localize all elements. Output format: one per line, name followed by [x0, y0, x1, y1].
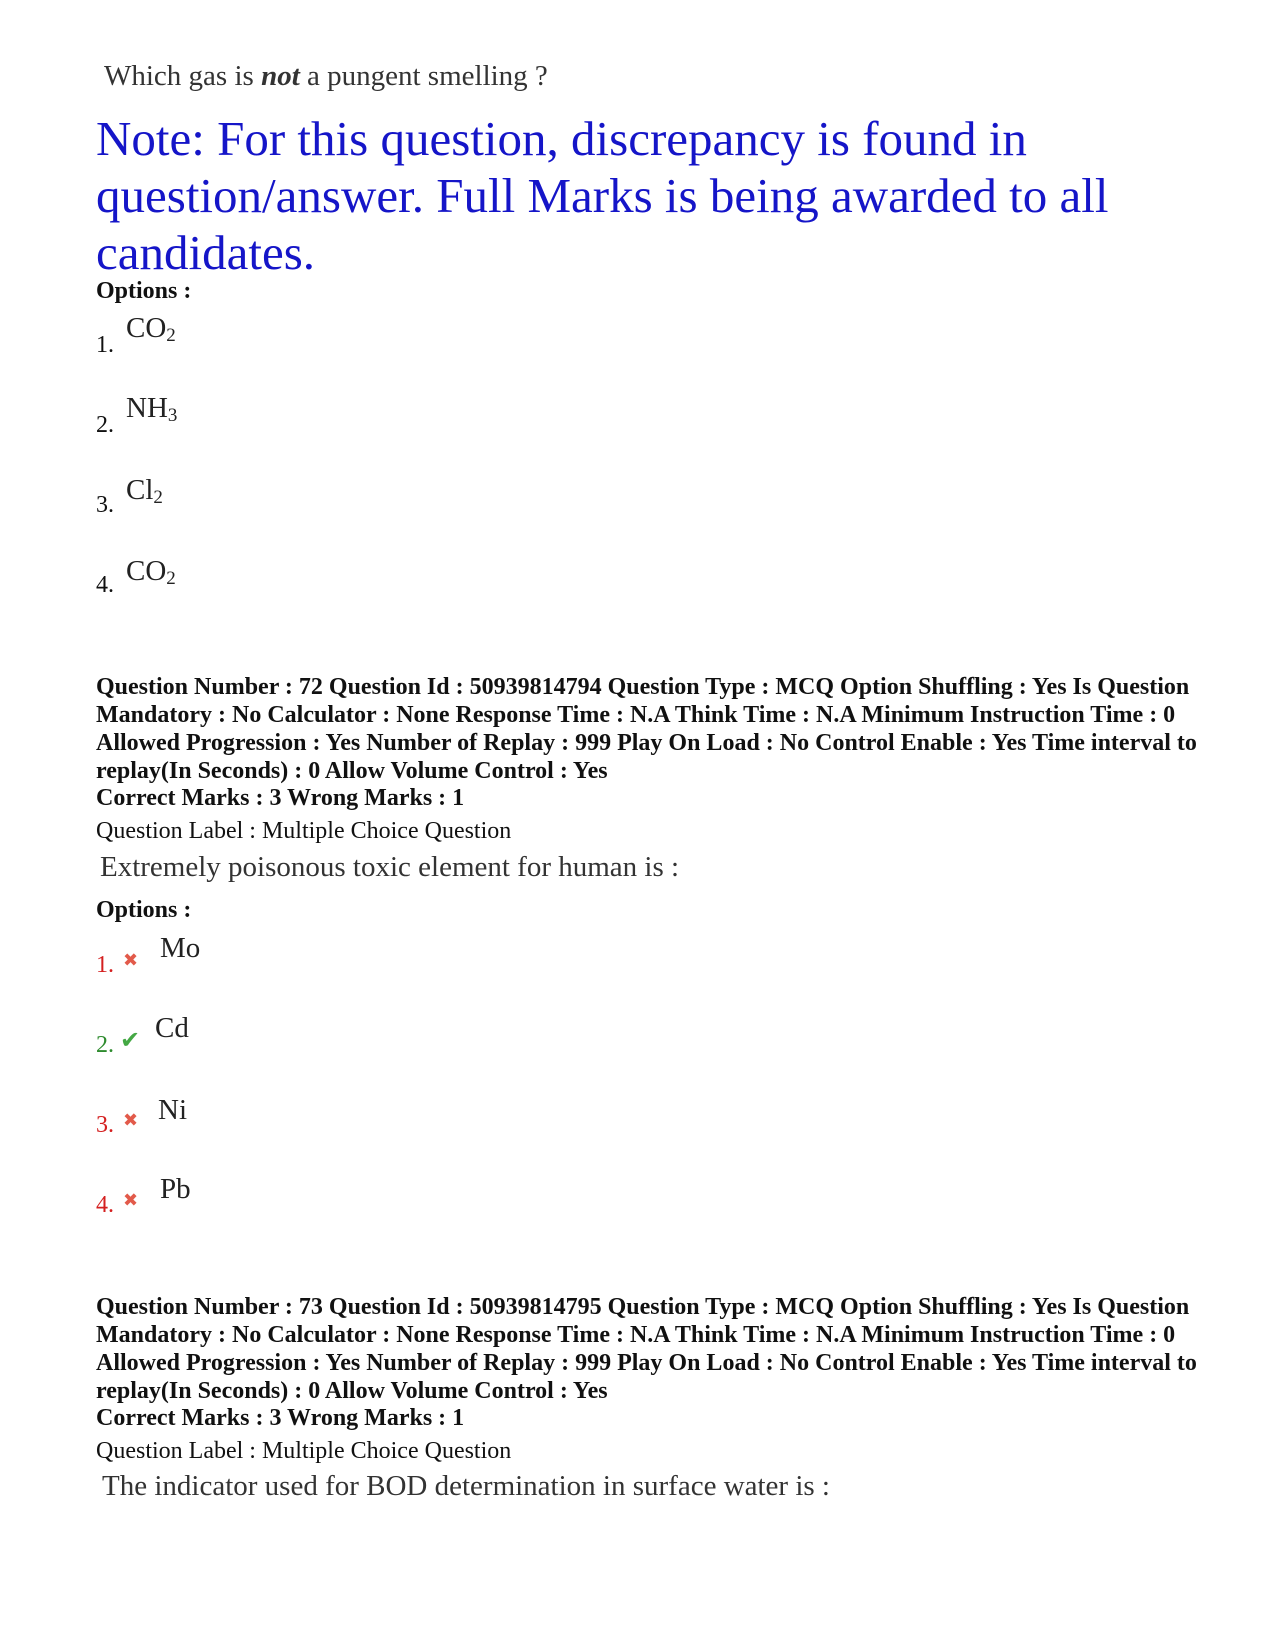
q71-option-3-number: 3. [96, 492, 114, 518]
q71-option-4: $CO_2$ [126, 555, 176, 589]
q72-option-1-number: 1. [96, 952, 114, 978]
q73-metadata: Question Number : 73 Question Id : 50939814795 Question Type : MCQ Option Shuffling : Yes Is Question Mandatory : No Calculator : None Response Time : N.A Think Time : N.A Minimum Instruction Time : 0 Allowed Progression : Yes Number of Replay : 999 Play On Load : No Control Enable : Yes Time interval to replay(In Seconds) : 0 Allow Volume Control : Yes [96, 1294, 1197, 1404]
cross-icon: ✖ [123, 1110, 139, 1131]
q72-option-3-number: 3. [96, 1112, 114, 1138]
cross-icon: ✖ [123, 1190, 139, 1211]
q73-marks: Correct Marks : 3 Wrong Marks : 1 [96, 1405, 465, 1431]
q71-option-1-number: 1. [96, 332, 114, 358]
check-icon: ✔ [120, 1026, 141, 1054]
q72-marks: Correct Marks : 3 Wrong Marks : 1 [96, 785, 465, 811]
discrepancy-note: Note: For this question, discrepancy is found in question/answer. Full Marks is being awarded to all candidates. [96, 111, 1109, 280]
q71-option-2-number: 2. [96, 412, 114, 438]
q71-option-2: $NH_3$ [126, 392, 178, 426]
q72-question-label: Question Label : Multiple Choice Question [96, 818, 512, 844]
q72-option-2: Cd [155, 1012, 189, 1044]
q72-question-text: Extremely poisonous toxic element for human is : [100, 851, 680, 883]
q72-option-3: Ni [158, 1094, 187, 1126]
q72-option-4-number: 4. [96, 1192, 114, 1218]
q72-metadata: Question Number : 72 Question Id : 50939814794 Question Type : MCQ Option Shuffling : Yes Is Question Mandatory : No Calculator : None Response Time : N.A Think Time : N.A Minimum Instruction Time : 0 Allowed Progression : Yes Number of Replay : 999 Play On Load : No Control Enable : Yes Time interval to replay(In Seconds) : 0 Allow Volume Control : Yes [96, 674, 1197, 784]
q72-option-2-number: 2. [96, 1032, 114, 1058]
q71-option-1: $CO_2$ [126, 312, 176, 346]
q73-question-label: Question Label : Multiple Choice Question [96, 1438, 512, 1464]
q71-option-4-number: 4. [96, 572, 114, 598]
q73-question-text: The indicator used for BOD determination in surface water is : [102, 1470, 830, 1502]
q72-option-1: Mo [160, 932, 201, 964]
q71-options-label: Options : [96, 278, 192, 304]
q71-option-3: $Cl_2$ [126, 474, 163, 508]
q71-question-text: Which gas is not a pungent smelling ? [104, 60, 548, 92]
q72-options-label: Options : [96, 897, 192, 923]
cross-icon: ✖ [123, 950, 139, 971]
q72-option-4: Pb [160, 1173, 191, 1205]
